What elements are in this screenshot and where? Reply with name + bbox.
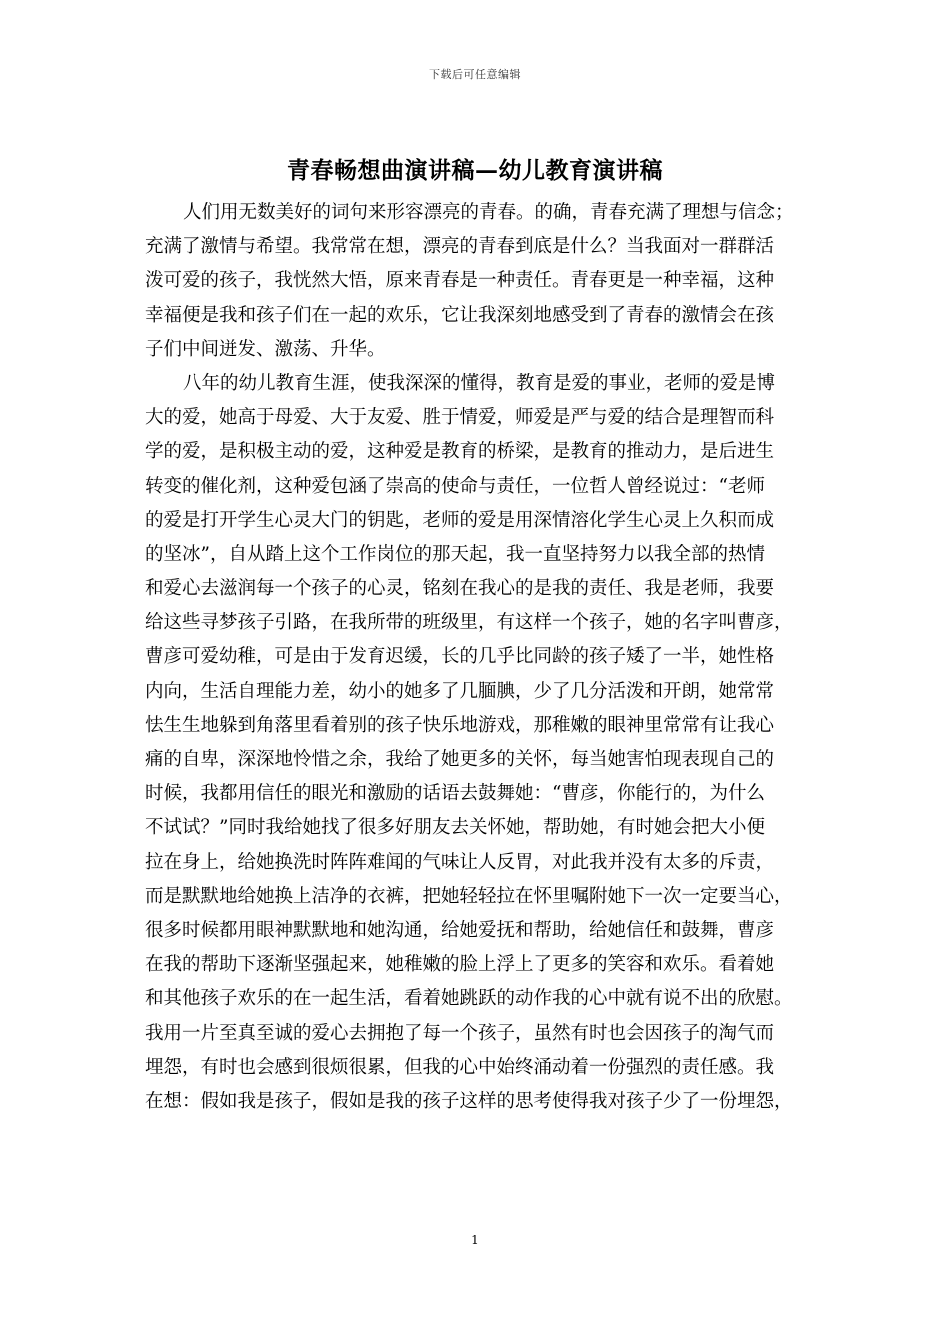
text-line: 埋怨，有时也会感到很烦很累，但我的心中始终涌动着一份强烈的责任感。我 [145,1056,775,1078]
text-line: 时候，我都用信任的眼光和激励的话语去鼓舞她：“曹彦，你能行的，为什么 [145,783,765,805]
text-line: 泼可爱的孩子，我恍然大悟，原来青春是一种责任。青春更是一种幸福，这种 [145,270,775,292]
text-line: 学的爱，是积极主动的爱，这种爱是教育的桥梁，是教育的推动力，是后进生 [145,441,775,463]
text-line: 拉在身上，给她换洗时阵阵难闻的气味让人反胃，对此我并没有太多的斥责， [145,851,775,873]
text-line: 不试试？”同时我给她找了很多好朋友去关怀她，帮助她，有时她会把大小便 [145,817,765,839]
text-line: 怯生生地躲到角落里看着别的孩子快乐地游戏，那稚嫩的眼神里常常有让我心 [145,714,775,736]
document-title: 青春畅想曲演讲稿—幼儿教育演讲稿 [287,157,663,184]
text-line: 转变的催化剂，这种爱包涵了崇高的使命与责任，一位哲人曾经说过：“老师 [145,475,765,497]
text-line: 在想：假如我是孩子，假如是我的孩子这样的思考使得我对孩子少了一份埋怨， [145,1090,793,1112]
text-line: 子们中间迸发、激荡、升华。 [145,338,386,360]
text-line: 内向，生活自理能力差，幼小的她多了几腼腆，少了几分活泼和开朗，她常常 [145,680,775,702]
text-line: 给这些寻梦孩子引路，在我所带的班级里，有这样一个孩子，她的名字叫曹彦， [145,612,793,634]
text-line: 的坚冰”，自从踏上这个工作岗位的那天起，我一直坚持努力以我全部的热情 [145,543,765,565]
text-line: 和其他孩子欢乐的在一起生活，看着她跳跃的动作我的心中就有说不出的欣慰。 [145,988,793,1010]
text-line: 和爱心去滋润每一个孩子的心灵，铭刻在我心的是我的责任、我是老师，我要 [145,578,775,600]
text-line: 痛的自卑，深深地怜惜之余，我给了她更多的关怀，每当她害怕现表现自己的 [145,749,775,770]
text-line: 幸福便是我和孩子们在一起的欢乐，它让我深刻地感受到了青春的激情会在孩 [145,304,775,326]
text-line: 人们用无数美好的词句来形容漂亮的青春。的确，青春充满了理想与信念； [183,202,794,223]
text-line: 的爱是打开学生心灵大门的钥匙，老师的爱是用深情溶化学生心灵上久积而成 [145,509,775,531]
document-body [145,196,825,1119]
text-line: 我用一片至真至诚的爱心去拥抱了每一个孩子，虽然有时也会因孩子的淘气而 [145,1022,775,1044]
text-line: 在我的帮助下逐渐坚强起来，她稚嫩的脸上浮上了更多的笑容和欢乐。看着她 [145,954,775,976]
text-line: 而是默默地给她换上洁净的衣裤，把她轻轻拉在怀里嘱附她下一次一定要当心， [145,885,793,907]
text-line: 八年的幼儿教育生涯，使我深深的懂得，教育是爱的事业，老师的爱是博 [183,372,776,394]
page-number: 1 [471,1233,479,1247]
text-line: 曹彦可爱幼稚，可是由于发育迟缓，长的几乎比同龄的孩子矮了一半，她性格 [145,646,775,668]
text-line: 大的爱，她高于母爱、大于友爱、胜于情爱，师爱是严与爱的结合是理智而科 [145,407,775,429]
text-line: 很多时候都用眼神默默地和她沟通，给她爱抚和帮助，给她信任和鼓舞，曹彦 [145,919,775,941]
text-line: 充满了激情与希望。我常常在想，漂亮的青春到底是什么？当我面对一群群活 [145,236,775,258]
header-note: 下载后可任意编辑 [429,68,521,81]
